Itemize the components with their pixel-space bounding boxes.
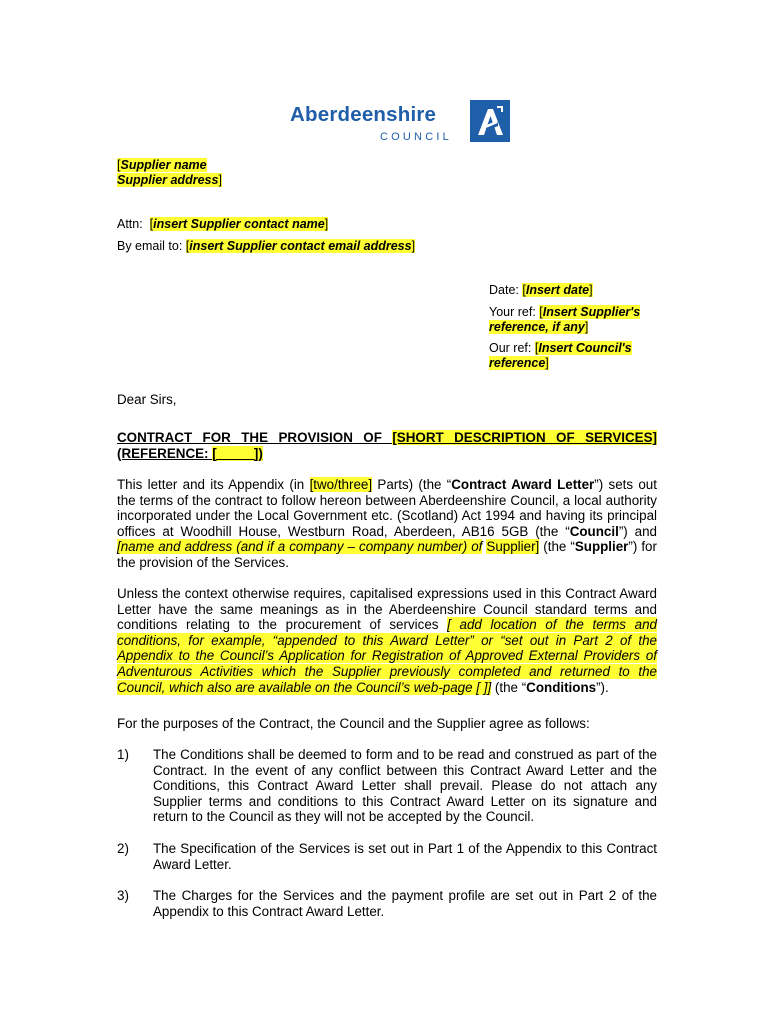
p1-supplier-close: Supplier] bbox=[486, 539, 540, 555]
email-line: By email to: [insert Supplier contact email address] bbox=[117, 239, 416, 253]
supplier-address: Supplier address bbox=[117, 173, 219, 187]
p1-parts-placeholder: [two/three] bbox=[309, 477, 373, 492]
attn-label: Attn: bbox=[117, 217, 143, 231]
heading-close: ) bbox=[258, 445, 263, 461]
logo-subtitle: COUNCIL bbox=[380, 131, 452, 143]
p1-supplier-placeholder: [name and address (and if a company – company number) of bbox=[117, 539, 483, 555]
p2-text-1: Unless the context otherwise requires, capitalised expressions used in this Contract Award Letter have the same meanings as in the Aberdeenshire Council standard terms and conditions relating to the procurement of services bbox=[117, 586, 657, 633]
p2-conditions-location-placeholder: [ add location of the terms and conditions, for example, “appended to this Award Letter” or “set out in Part 2 of the Appendix to the Council’s Application for Registration of Approved External Providers of Adventurous Activities which the Supplier previously completed and returned to the Council, which also are available on the Council’s web-page [ ]] bbox=[117, 617, 657, 695]
our-ref-line: Our ref: [Insert Council's reference] bbox=[489, 341, 632, 370]
logo-name: Aberdeenshire bbox=[290, 103, 437, 126]
salutation: Dear Sirs, bbox=[117, 392, 177, 407]
reference-block bbox=[489, 283, 669, 371]
your-ref-line: Your ref: [Insert Supplier's reference, if any] bbox=[489, 305, 641, 334]
heading-line1: CONTRACT FOR THE PROVISION OF bbox=[117, 430, 382, 445]
email-value: insert Supplier contact email address bbox=[189, 239, 412, 253]
your-ref-label: Your ref: bbox=[489, 305, 536, 319]
p1-text-4: ”) and bbox=[618, 523, 658, 539]
date-value: Insert date bbox=[525, 283, 590, 297]
p1-defined-term-council: Council bbox=[569, 523, 619, 539]
date-label: Date: bbox=[489, 283, 519, 297]
p1-text-1: This letter and its Appendix (in bbox=[117, 477, 305, 492]
p1-defined-term-supplier: Supplier bbox=[574, 539, 629, 555]
heading-reference-label: (REFERENCE: bbox=[117, 445, 209, 461]
p2-defined-term-conditions: Conditions bbox=[526, 679, 597, 695]
p1-text-3: ”) sets out the terms of the contract to follow hereon between Aberdeenshire Council, a local authority incorporated under the Local Government etc. (Scotland) Act 1994 and having its principal offices at Woodhill House, Westburn Road, Aberdeen, AB16 5GB (the “ bbox=[117, 477, 657, 539]
our-ref-value: Insert Council's bbox=[538, 341, 632, 355]
list-item-number: 3) bbox=[117, 888, 129, 904]
list-item bbox=[117, 841, 657, 872]
paragraph-definitions bbox=[117, 586, 657, 695]
list-item-text: The Specification of the Services is set out in Part 1 of the Appendix to this Contract Award Letter. bbox=[153, 840, 657, 872]
p1-text-5: (the “ bbox=[543, 539, 575, 555]
paragraph-agreement: For the purposes of the Contract, the Council and the Supplier agree as follows: bbox=[117, 716, 590, 731]
supplier-name: Supplier name bbox=[120, 158, 207, 172]
contract-heading bbox=[117, 430, 657, 461]
heading-reference-placeholder: [ ] bbox=[212, 445, 259, 461]
list-item bbox=[117, 888, 657, 919]
list-item-number: 2) bbox=[117, 840, 129, 856]
list-item-text: The Charges for the Services and the payment profile are set out in Part 2 of the Appendix to this Contract Award Letter. bbox=[153, 888, 657, 919]
heading-service-placeholder: [SHORT DESCRIPTION OF SERVICES] bbox=[392, 430, 657, 445]
supplier-block: [Supplier name Supplier address] bbox=[117, 158, 222, 187]
attn-line: Attn: [insert Supplier contact name] bbox=[117, 217, 329, 231]
our-ref-value-cont: reference bbox=[489, 356, 546, 370]
p1-text-6: ”) for the provision of the Services. bbox=[117, 539, 657, 570]
p1-text-2: Parts) (the “ bbox=[377, 477, 452, 492]
p2-text-3: ”). bbox=[596, 679, 609, 695]
your-ref-value-cont: reference, if any bbox=[489, 320, 585, 334]
list-item-text: The Conditions shall be deemed to form and to be read and construed as part of the Contract. In the event of any conflict between this Contract Award Letter and the Conditions, this Contract Award Letter shall prevail. Please do not attach any Supplier terms and conditions to this Contract Award Letter on its signature and return to the Council as they will not be accepted by the Council. bbox=[153, 747, 657, 825]
attn-value: insert Supplier contact name bbox=[153, 217, 325, 231]
email-label: By email to: bbox=[117, 239, 183, 253]
our-ref-label: Our ref: bbox=[489, 341, 532, 355]
list-item-number: 1) bbox=[117, 747, 129, 762]
list-item bbox=[117, 747, 657, 825]
your-ref-value: Insert Supplier's bbox=[542, 305, 641, 319]
council-logo bbox=[290, 100, 520, 148]
paragraph-intro bbox=[117, 477, 657, 571]
aberdeenshire-a-logo-icon bbox=[470, 100, 510, 142]
p2-text-2: (the “ bbox=[494, 679, 527, 695]
numbered-list bbox=[117, 747, 657, 919]
date-line: Date: [Insert date] bbox=[489, 283, 593, 297]
p1-defined-term-letter: Contract Award Letter bbox=[451, 477, 595, 492]
